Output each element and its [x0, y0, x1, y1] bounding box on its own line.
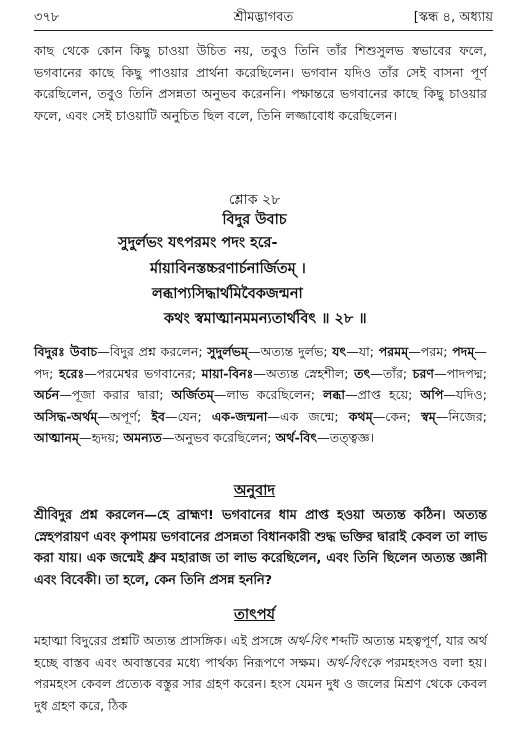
synonym-meaning: যদিও; — [456, 387, 487, 402]
synonym-meaning: নিজের; — [448, 408, 487, 424]
synonym-meaning: পাদপদ্ম; — [446, 365, 487, 381]
synonym-meaning: পূজা করার দ্বারা; — [71, 387, 164, 402]
synonym-meaning: অনুভব করেছিলেন; — [174, 430, 272, 445]
synonyms-paragraph: বিদুরঃ উবাচ—বিদুর প্রশ্ন করলেন; সুদুর্লভম্—অত্যন্ত দুর্লভ; যৎ—যা; পরমম্—পরম; পদম্—পদ; হরেঃ—পরমেশ্বর ভগবানের; মায়া-বিনঃ—অত্যন্ত স্নেহশীল; তৎ—তাঁর; চরণ—পাদপদ্ম; অর্চন—পূজা করার দ্বারা; অর্জিতম্—লাভ করেছিলেন; লব্ধা—প্রাপ্ত হয়ে; অপি—যদিও; অসিদ্ধ-অর্থম্—অপূর্ণ; ইব—যেন; এক-জন্মনা—এক জন্মে; কথম্—কেন; স্বম্—নিজের; আত্মানম্—হৃদয়; অমন্যত—অনুভব করেছিলেন; অর্থ-বিৎ—তত্ত্বজ্ঞ। — [34, 344, 487, 445]
synonym-meaning: পদ; — [34, 365, 54, 381]
canto-chapter-label: [স্কন্ধ ৪, অধ্যায় — [413, 10, 493, 25]
verse-line-1: বিদুর উবাচ — [222, 212, 287, 228]
synonym-term: আত্মানম্ — [34, 430, 79, 445]
synonym-meaning: অত্যন্ত দুর্লভ; — [260, 344, 328, 359]
synonym-term: এক-জন্মনা — [211, 408, 268, 424]
verse-line-5: কথং স্বমাত্মানমমন্যতার্থবিৎ ॥ ২৮ ॥ — [164, 311, 367, 327]
purport-text-3: পরমহংসও বলা হয়। পরমহংস কেবল প্রত্যেক বস্তুর সার গ্রহণ করেন। হংস যেমন দুধ ও জলের মিশ্রণ থেকে কেবল দুধ গ্রহণ করে, ঠিক — [34, 654, 487, 713]
synonym-meaning: পরমেশ্বর ভগবানের; — [96, 365, 197, 381]
translation-paragraph: শ্রীবিদুর প্রশ্ন করলেন—হে ব্রাহ্মণ! ভগবানের ধাম প্রাপ্ত হওয়া অত্যন্ত কঠিন। অত্যন্ত স্নেহপরায়ণ এবং কৃপাময় ভগবানের প্রসন্নতা বিধানকারী শুদ্ধ ভক্তির দ্বারাই কেবল তা লাভ করা যায়। এক জন্মেই ধ্রুব মহারাজ তা লাভ করেছিলেন, এবং তিনি ছিলেন অত্যন্ত জ্ঞানী এবং বিবেকী। তা হলে, কেন তিনি প্রসন্ন হননি? — [34, 508, 487, 588]
synonym-term: চরণ — [412, 365, 434, 381]
synonym-meaning: বিদুর প্রশ্ন করলেন; — [109, 344, 203, 359]
purport-text-2: শব্দটি অত্যন্ত মহত্বপূর্ণ, যার অর্থ হচ্ছে বাস্তব এবং অবাস্তবের মধ্যে পার্থক্য নিরূপণে সক্ষম। — [34, 633, 487, 670]
synonym-term: হরেঃ — [58, 365, 85, 381]
synonym-meaning: অপূর্ণ; — [109, 408, 142, 424]
synonym-meaning: যা; — [358, 344, 375, 359]
purport-heading: তাৎপর্য — [233, 607, 276, 623]
synonym-term: স্বম্ — [421, 408, 436, 424]
purport-term-artha-vitke: অর্থ-বিৎকে — [325, 654, 381, 670]
synonym-term: বিদুরঃ উবাচ — [34, 344, 98, 359]
purport-paragraph — [34, 630, 487, 716]
synonym-term: তৎ — [354, 365, 371, 381]
synonym-meaning: কেন; — [385, 408, 411, 424]
synonym-term: অপি — [420, 387, 444, 402]
synonym-term: অমন্যত — [123, 430, 162, 445]
synonym-meaning: হৃদয়; — [91, 430, 120, 445]
synonym-meaning: যেন; — [177, 408, 202, 424]
page-header — [34, 8, 493, 31]
synonym-meaning: এক জন্মে; — [280, 408, 339, 424]
page-number: ৩৭৮ — [34, 10, 60, 25]
synonym-term: পরমম্ — [378, 344, 409, 359]
synonym-term: কথম্ — [348, 408, 373, 424]
synonym-term: অর্জিতম্ — [171, 387, 214, 402]
synonym-meaning: লাভ করেছিলেন; — [226, 387, 315, 402]
synonym-meaning: তাঁর; — [382, 365, 408, 381]
synonym-term: লব্ধা — [322, 387, 346, 402]
purport-term-artha-vit: অর্থ-বিৎ — [286, 633, 328, 648]
verse-line-4: লব্ধাপ্যসিদ্ধার্থমিবৈকজন্মনা — [152, 286, 303, 302]
book-title: শ্রীমদ্ভাগবত — [233, 10, 294, 25]
intro-paragraph: কাছ থেকে কোন কিছু চাওয়া উচিত নয়, তবুও তিনি তাঁর শিশুসুলভ স্বভাবের ফলে, ভগবানের কাছে কিছু পাওয়ার প্রার্থনা করেছিলেন। ভগবান যদিও তাঁর সেই বাসনা পূর্ণ করেছিলেন, তবুও তিনি প্রসন্নতা অনুভব করেননি। পক্ষান্তরে ভগবানের কাছে কিছু চাওয়ার ফলে, এবং সেই চাওয়াটি অনুচিত ছিল বলে, তিনি লজ্জাবোধ করেছিলেন। — [34, 43, 487, 123]
synonym-meaning: অত্যন্ত স্নেহশীল; — [265, 365, 349, 381]
synonym-term: যৎ — [332, 344, 347, 359]
synonym-meaning: পরম; — [420, 344, 448, 359]
synonym-meaning: তত্ত্বজ্ঞ। — [329, 430, 375, 445]
verse-line-3: র্মায়াবিনস্তচ্চরণার্চনার্জিতম্ । — [150, 261, 306, 277]
synonym-term: সুদুর্লভম্ — [207, 344, 248, 359]
purport-text-1: মহাত্মা বিদুরের প্রশ্নটি অত্যন্ত প্রাসঙ্গিক। এই প্রসঙ্গে — [34, 633, 287, 648]
synonym-term: পদম্ — [452, 344, 475, 359]
verse-line-2: সুদুর্লভং যৎপরমং পদং হরে- — [118, 235, 278, 251]
synonym-term: অর্চন — [34, 387, 60, 402]
synonym-term: অসিদ্ধ-অর্থম্ — [34, 408, 98, 424]
translation-heading: অনুবাদ — [233, 483, 276, 499]
synonym-term: ইব — [151, 408, 165, 424]
verse-number: শ্লোক ২৮ — [228, 192, 281, 208]
synonym-term: অর্থ-বিৎ — [275, 430, 318, 445]
synonym-term: মায়া-বিনঃ — [201, 365, 254, 381]
synonym-meaning: প্রাপ্ত হয়ে; — [357, 387, 413, 402]
